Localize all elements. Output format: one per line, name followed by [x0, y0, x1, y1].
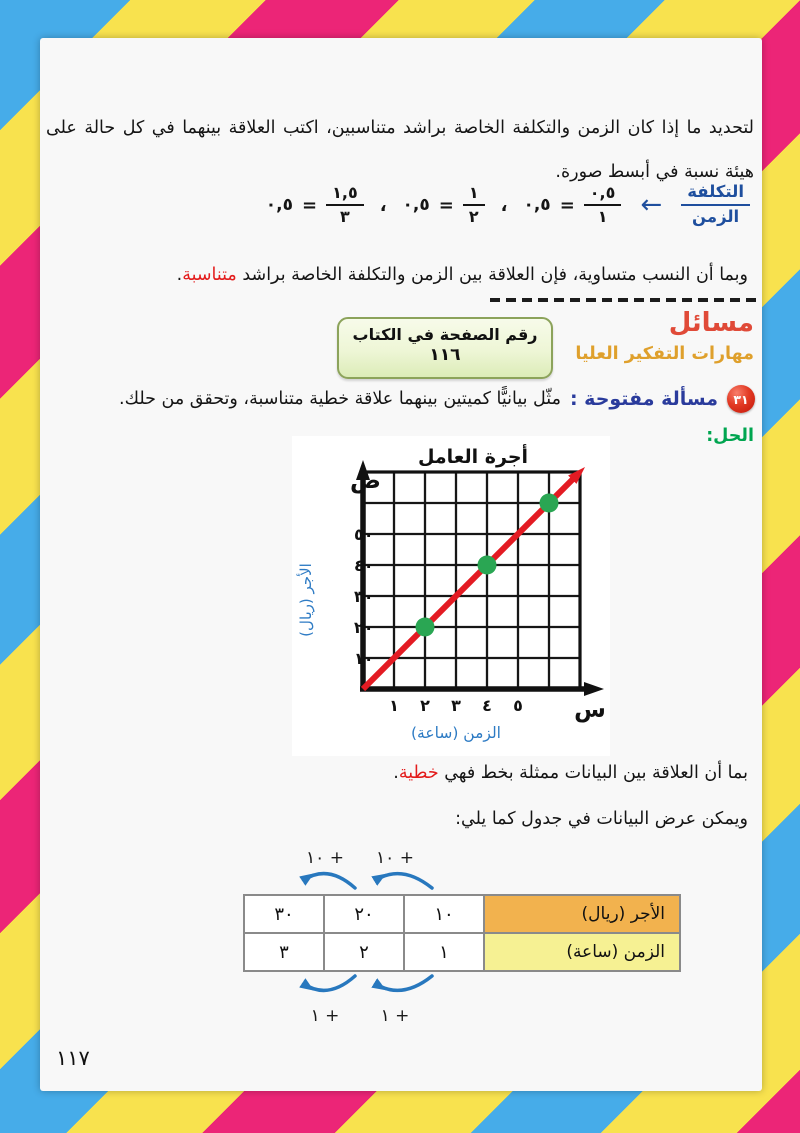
conclusion-text: بما أن العلاقة بين البيانات ممثلة بخط فهي [438, 763, 748, 783]
top-increment-arrows [250, 846, 450, 896]
y-tick: ٣٠ [354, 587, 374, 606]
book-page-reference-box [337, 317, 553, 379]
curved-arrow-icon [376, 874, 432, 888]
curved-arrow-icon [304, 976, 355, 990]
x-tick: ٣ [451, 696, 461, 715]
y-tick: ٢٠ [354, 618, 374, 637]
fraction-denominator: ٢ [468, 207, 479, 226]
increment-label-plus1: ١ + [310, 1006, 340, 1026]
x-tick: ٢ [420, 696, 430, 715]
section-title: مسائل [668, 308, 754, 338]
highlight-word: خطية [398, 763, 439, 783]
y-tick: ٤٠ [354, 556, 374, 575]
fraction-denominator: ٣ [340, 207, 350, 226]
equation-item [403, 183, 485, 227]
equation-item [266, 183, 364, 227]
data-point [478, 556, 497, 575]
section-subtitle: مهارات التفكير العليا [575, 344, 754, 364]
dashed-divider [490, 298, 758, 302]
table-cell: ٢٠ [324, 895, 404, 933]
page-ref-label: رقم الصفحة في الكتاب [352, 325, 538, 344]
table-intro: ويمكن عرض البيانات في جدول كما يلي: [455, 809, 748, 829]
period: . [176, 265, 183, 285]
data-table [243, 894, 681, 972]
fraction-denominator: ١ [597, 207, 608, 226]
curved-arrow-icon [376, 976, 432, 990]
problem-31 [119, 385, 755, 413]
equals-sign: = [302, 194, 318, 216]
equation-item [523, 183, 621, 227]
fraction [326, 183, 364, 227]
conclusion-proportional [177, 262, 748, 289]
fraction-numerator: ٠,٥ [584, 183, 622, 206]
table-cell: ٣ [244, 933, 324, 971]
increment-label-plus10: ١٠ + [376, 848, 414, 868]
problem-type-title: مسألة مفتوحة : [569, 388, 718, 410]
wage-chart-svg [292, 436, 610, 756]
table-row-time [244, 933, 680, 971]
table-cell: ١ [404, 933, 484, 971]
fraction [584, 183, 622, 227]
y-axis-symbol: ص [350, 468, 381, 494]
page-ref-number: ١١٦ [429, 345, 461, 365]
table-header-wage: الأجر (ريال) [484, 895, 680, 933]
equals-sign: = [438, 194, 454, 216]
increment-label-plus10: ١٠ + [306, 848, 344, 868]
conclusion-text: وبما أن النسب متساوية، فإن العلاقة بين الزمن والتكلفة الخاصة براشد [236, 265, 748, 285]
page-number: ١١٧ [56, 1046, 90, 1070]
intro-line1: لتحديد ما إذا كان الزمن والتكلفة الخاصة براشد متناسبين، اكتب العلاقة بينهما في كل حالة على هيئة نسبة [46, 117, 754, 182]
fraction [463, 183, 485, 227]
data-point [540, 494, 559, 513]
x-tick-labels [389, 696, 523, 715]
x-axis-title: الزمن (ساعة) [411, 724, 501, 742]
equation-result: ٠,٥ [523, 195, 551, 215]
table-cell: ١٠ [404, 895, 484, 933]
intro-line2: في أبسط صورة. [555, 161, 679, 182]
equation-result: ٠,٥ [402, 195, 430, 215]
y-axis-title: الأجر (ريال) [297, 563, 315, 637]
cost-time-fraction [681, 182, 750, 227]
increment-label-plus1: ١ + [380, 1006, 410, 1026]
problem-number: ٣١ [733, 391, 749, 407]
table-header-time: الزمن (ساعة) [484, 933, 680, 971]
y-tick: ٥٠ [354, 525, 374, 544]
curved-arrow-icon [304, 874, 355, 888]
fraction-numerator: ١ [463, 183, 485, 206]
x-tick: ١ [389, 696, 399, 715]
fraction-numerator: ١,٥ [326, 183, 364, 206]
ratio-equation [266, 172, 750, 238]
equals-sign: = [559, 194, 575, 216]
x-tick: ٤ [482, 696, 492, 715]
table-cell: ٢ [324, 933, 404, 971]
x-axis-arrow-icon [584, 682, 604, 696]
period: . [393, 763, 399, 783]
y-tick: ١٠ [354, 649, 374, 668]
chart-title: أجرة العامل [417, 446, 529, 468]
comma-separator: ، [379, 194, 387, 216]
fraction-numerator: التكلفة [681, 182, 750, 206]
solution-label: الحل: [706, 426, 754, 446]
wage-chart [292, 436, 610, 756]
x-axis-symbol: س [574, 697, 606, 723]
equation-result: ٠,٥ [265, 195, 293, 215]
table-cell: ٣٠ [244, 895, 324, 933]
problem-statement: مثّل بيانيًّا كميتين بينهما علاقة خطية متناسبة، وتحقق من حلك. [119, 389, 561, 409]
comma-separator: ، [500, 194, 508, 216]
problem-number-badge [727, 385, 755, 413]
data-point [416, 618, 435, 637]
bottom-increment-arrows [250, 968, 450, 1028]
fraction-denominator: الزمن [692, 207, 740, 226]
table-row-wage [244, 895, 680, 933]
left-arrow-icon: ← [640, 190, 663, 220]
conclusion-linear [393, 760, 748, 787]
x-tick: ٥ [513, 696, 523, 715]
highlight-word: متناسبة [182, 265, 237, 285]
